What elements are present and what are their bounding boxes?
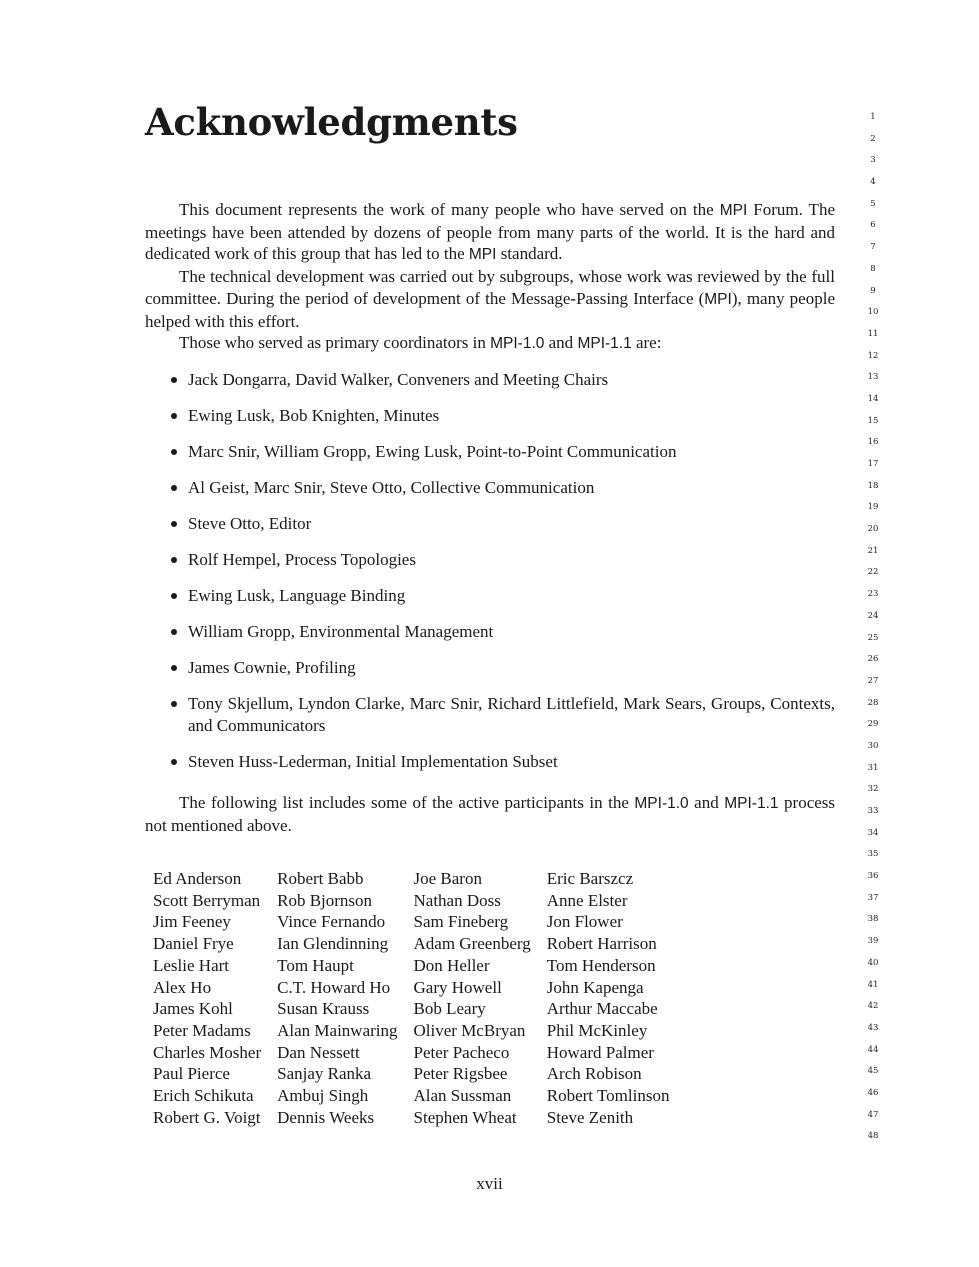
participant-name: Oliver McBryan bbox=[413, 1020, 526, 1040]
participant-name: Ian Glendinning bbox=[277, 934, 389, 954]
participants-intro bbox=[145, 792, 835, 836]
participant-name: Vince Fernando bbox=[277, 912, 386, 932]
bullet-icon bbox=[171, 701, 177, 707]
bullet-icon bbox=[171, 557, 177, 563]
line-number: 27 bbox=[867, 675, 879, 686]
line-number: 10 bbox=[867, 307, 879, 318]
participant-name: Eric Barszcz bbox=[546, 869, 634, 888]
line-number: 14 bbox=[867, 393, 879, 404]
participant-name: Robert Babb bbox=[277, 869, 364, 888]
participant-name: Stephen Wheat bbox=[413, 1107, 517, 1127]
participant-name: Erich Schikuta bbox=[153, 1086, 254, 1106]
participant-name: Gary Howell bbox=[413, 977, 502, 997]
table-row bbox=[145, 1085, 677, 1107]
participant-name: Robert Harrison bbox=[546, 934, 657, 954]
participant-name: Peter Madams bbox=[153, 1020, 251, 1040]
line-number: 20 bbox=[867, 524, 879, 535]
line-number: 26 bbox=[867, 654, 879, 665]
intro-paragraph-2: The technical development was carried out by subgroups, whose work was reviewed by the full committee. During the period of development of the Message-Passing Interface (MPI), many people helped with this effort. bbox=[145, 267, 835, 331]
participant-name: Phil McKinley bbox=[546, 1020, 648, 1040]
participant-name: Bob Leary bbox=[413, 999, 486, 1019]
list-item: Rolf Hempel, Process Topologies bbox=[169, 549, 835, 571]
line-number: 40 bbox=[867, 957, 879, 968]
table-row bbox=[145, 1020, 677, 1042]
line-number-margin bbox=[858, 113, 888, 1154]
participant-name: Rob Bjornson bbox=[277, 890, 373, 910]
line-number: 2 bbox=[870, 133, 876, 144]
line-number: 44 bbox=[867, 1044, 879, 1055]
participant-name: Alan Sussman bbox=[413, 1086, 512, 1106]
participant-name: Tom Henderson bbox=[546, 955, 656, 975]
table-row bbox=[145, 933, 677, 955]
line-number: 5 bbox=[870, 198, 876, 209]
coordinator-list bbox=[169, 369, 835, 787]
line-number: 39 bbox=[867, 936, 879, 947]
participants-table bbox=[145, 868, 677, 1128]
bullet-icon bbox=[171, 521, 177, 527]
participant-name: Paul Pierce bbox=[153, 1064, 230, 1084]
line-number: 43 bbox=[867, 1022, 879, 1033]
line-number: 13 bbox=[867, 372, 879, 383]
participant-name: Peter Pacheco bbox=[413, 1042, 510, 1062]
line-number: 31 bbox=[867, 762, 879, 773]
bullet-icon bbox=[171, 629, 177, 635]
list-item: James Cownie, Profiling bbox=[169, 657, 835, 679]
list-item: William Gropp, Environmental Management bbox=[169, 621, 835, 643]
line-number: 16 bbox=[867, 437, 879, 448]
participant-name: Leslie Hart bbox=[153, 955, 229, 975]
table-row bbox=[145, 977, 677, 999]
participant-name: Robert Tomlinson bbox=[546, 1086, 670, 1106]
bullet-icon bbox=[171, 413, 177, 419]
list-item: Marc Snir, William Gropp, Ewing Lusk, Point-to-Point Communication bbox=[169, 441, 835, 463]
participant-name: Dennis Weeks bbox=[277, 1107, 375, 1127]
line-number: 30 bbox=[867, 740, 879, 751]
line-number: 24 bbox=[867, 610, 879, 621]
bullet-icon bbox=[171, 665, 177, 671]
line-number: 21 bbox=[867, 545, 879, 556]
page-number: xvii bbox=[476, 1174, 503, 1193]
participant-name: Scott Berryman bbox=[153, 890, 261, 910]
line-number: 32 bbox=[867, 784, 879, 795]
participant-name: Charles Mosher bbox=[153, 1042, 262, 1062]
list-item: Steven Huss-Lederman, Initial Implementation Subset bbox=[169, 751, 835, 773]
line-number: 35 bbox=[867, 849, 879, 860]
line-number: 8 bbox=[870, 263, 876, 274]
table-row bbox=[145, 1063, 677, 1085]
line-number: 41 bbox=[867, 979, 879, 990]
line-number: 23 bbox=[867, 589, 879, 600]
line-number: 33 bbox=[867, 806, 879, 816]
table-row bbox=[145, 890, 677, 912]
participant-name: Tom Haupt bbox=[277, 955, 354, 975]
line-number: 1 bbox=[870, 112, 876, 122]
intro-section bbox=[145, 199, 835, 355]
participant-name: Daniel Frye bbox=[153, 934, 234, 954]
bullet-icon bbox=[171, 377, 177, 383]
line-number: 22 bbox=[867, 567, 879, 578]
table-row bbox=[145, 1042, 677, 1064]
participant-name: Ambuj Singh bbox=[277, 1086, 369, 1106]
line-number: 18 bbox=[867, 480, 879, 491]
line-number: 17 bbox=[867, 459, 879, 469]
line-number: 45 bbox=[867, 1066, 879, 1077]
participant-name: Susan Krauss bbox=[277, 999, 370, 1019]
line-number: 47 bbox=[867, 1109, 879, 1120]
participant-name: Peter Rigsbee bbox=[413, 1064, 508, 1084]
intro-paragraph-3: Those who served as primary coordinators in MPI-1.0 and MPI-1.1 are: bbox=[179, 333, 662, 353]
participant-name: Anne Elster bbox=[546, 890, 628, 910]
participant-name: Jim Feeney bbox=[153, 912, 231, 932]
line-number: 38 bbox=[867, 914, 879, 925]
line-number: 37 bbox=[867, 892, 879, 903]
participant-name: Howard Palmer bbox=[546, 1042, 654, 1062]
line-number: 6 bbox=[870, 220, 876, 231]
line-number: 9 bbox=[870, 285, 876, 296]
participant-name: Arch Robison bbox=[546, 1064, 642, 1084]
participant-name: Alex Ho bbox=[153, 977, 212, 997]
line-number: 3 bbox=[870, 155, 876, 166]
participant-name: Robert G. Voigt bbox=[153, 1107, 261, 1127]
line-number: 42 bbox=[867, 1001, 879, 1012]
participant-name: James Kohl bbox=[153, 999, 233, 1019]
table-row bbox=[145, 868, 677, 890]
line-number: 12 bbox=[867, 350, 879, 361]
line-number: 48 bbox=[867, 1131, 879, 1142]
line-number: 15 bbox=[867, 415, 879, 426]
participant-name: C.T. Howard Ho bbox=[277, 977, 391, 997]
line-number: 19 bbox=[867, 502, 879, 513]
participant-name: Sanjay Ranka bbox=[277, 1064, 372, 1084]
line-number: 46 bbox=[867, 1087, 879, 1098]
participants-paragraph: The following list includes some of the active participants in the MPI-1.0 and MPI-1.1 process not mentioned above. bbox=[145, 793, 836, 835]
list-item: Steve Otto, Editor bbox=[169, 513, 835, 535]
participant-name: Jon Flower bbox=[546, 912, 623, 932]
line-number: 34 bbox=[867, 827, 879, 838]
bullet-icon bbox=[171, 449, 177, 455]
list-item: Ewing Lusk, Language Binding bbox=[169, 585, 835, 607]
line-number: 7 bbox=[870, 242, 876, 253]
list-item: Ewing Lusk, Bob Knighten, Minutes bbox=[169, 405, 835, 427]
participant-name: Nathan Doss bbox=[413, 890, 501, 910]
table-row bbox=[145, 955, 677, 977]
table-row bbox=[145, 998, 677, 1020]
participant-name: Alan Mainwaring bbox=[277, 1020, 398, 1040]
participant-name: Ed Anderson bbox=[153, 869, 242, 888]
participant-name: Sam Fineberg bbox=[413, 912, 509, 932]
list-item: Tony Skjellum, Lyndon Clarke, Marc Snir, Richard Littlefield, Mark Sears, Groups, Contexts, and Communicators bbox=[169, 693, 835, 736]
intro-paragraph-1: This document represents the work of many people who have served on the MPI Forum. The meetings have been attended by dozens of people from many parts of the world. It is the hard and dedicated work of this group that has led to the MPI standard. bbox=[145, 200, 835, 264]
participants-table-body bbox=[145, 868, 677, 1128]
bullet-icon bbox=[171, 759, 177, 765]
line-number: 11 bbox=[867, 328, 879, 339]
participant-name: Joe Baron bbox=[413, 869, 482, 888]
list-item: Jack Dongarra, David Walker, Conveners and Meeting Chairs bbox=[169, 369, 835, 391]
participant-name: Adam Greenberg bbox=[413, 934, 531, 954]
line-number: 29 bbox=[867, 719, 879, 730]
line-number: 36 bbox=[867, 871, 879, 882]
list-item: Al Geist, Marc Snir, Steve Otto, Collective Communication bbox=[169, 477, 835, 499]
table-row bbox=[145, 911, 677, 933]
bullet-icon bbox=[171, 593, 177, 599]
line-number: 4 bbox=[870, 177, 876, 188]
participant-name: John Kapenga bbox=[546, 977, 644, 997]
participant-name: Don Heller bbox=[413, 955, 490, 975]
line-number: 28 bbox=[867, 697, 879, 708]
line-number: 25 bbox=[867, 632, 879, 643]
participant-name: Steve Zenith bbox=[546, 1107, 634, 1127]
page-title: Acknowledgments bbox=[145, 100, 518, 144]
participant-name: Arthur Maccabe bbox=[546, 999, 658, 1019]
bullet-icon bbox=[171, 485, 177, 491]
table-row bbox=[145, 1107, 677, 1129]
participant-name: Dan Nessett bbox=[277, 1042, 360, 1062]
